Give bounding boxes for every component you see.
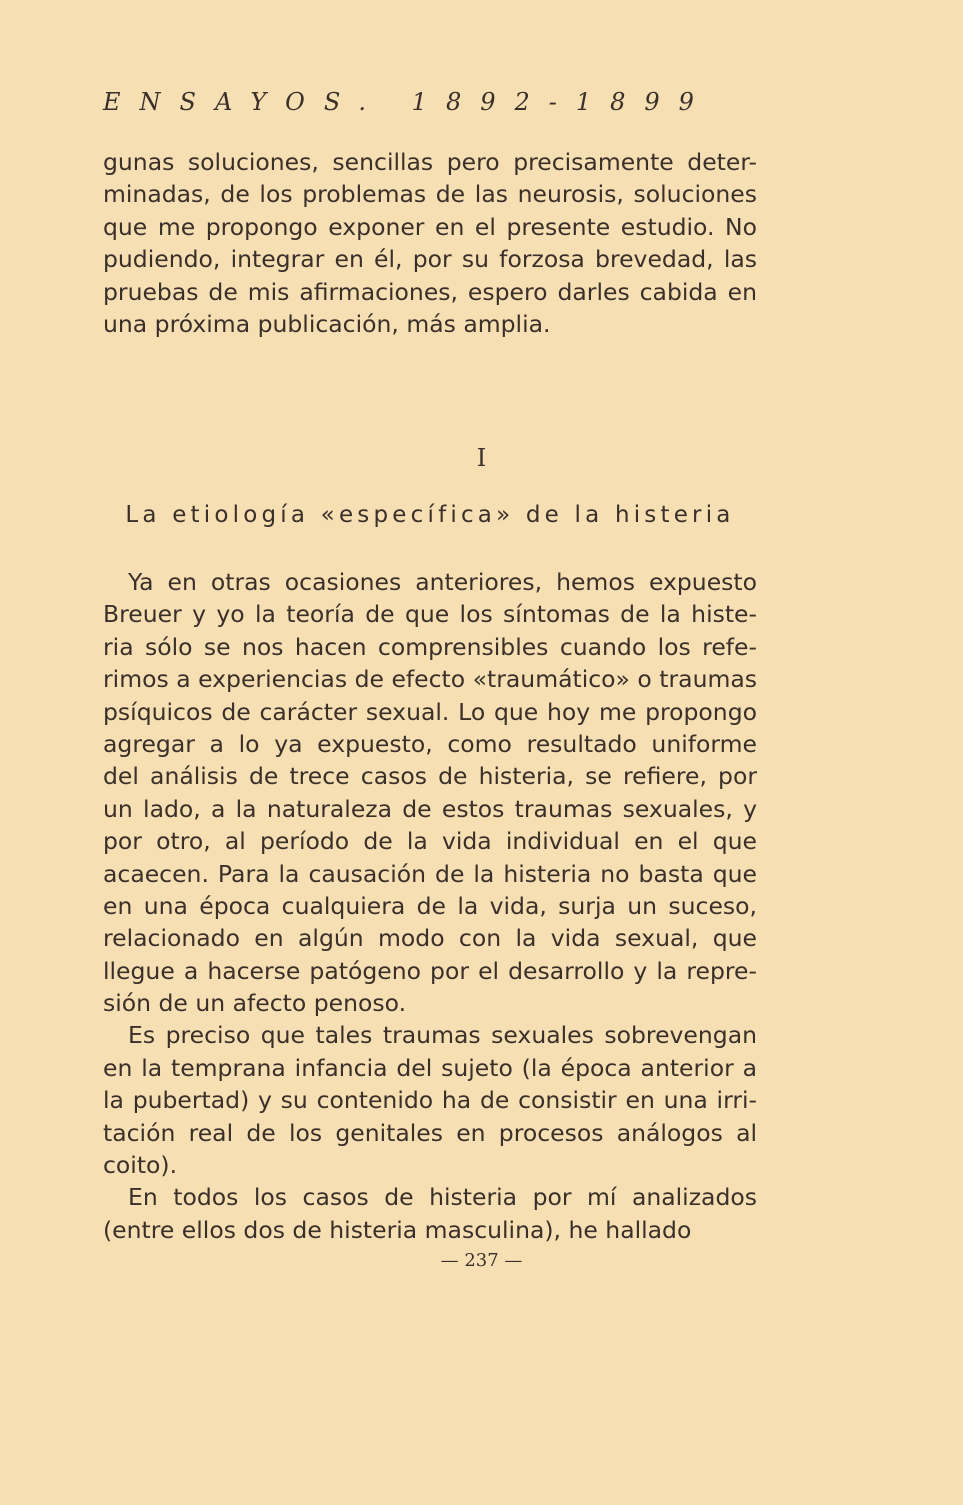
text-line: una próxima publicación, más amplia. — [103, 309, 551, 338]
text-line: tación real de los genitales en procesos análogos al — [103, 1118, 757, 1147]
text-line: ria sólo se nos hacen comprensibles cuando los refe- — [103, 632, 757, 661]
text-line: gunas soluciones, sencillas pero precisamente deter- — [103, 148, 757, 176]
text-line: la pubertad) y su contenido ha de consistir en una irri- — [103, 1086, 757, 1115]
text-line: en la temprana infancia del sujeto (la época anterior a — [103, 1053, 757, 1082]
text-line: por otro, al período de la vida individual en el que — [103, 827, 757, 856]
text-line: pruebas de mis afirmaciones, espero darles cabida en — [103, 277, 757, 306]
text-line: llegue a hacerse patógeno por el desarrollo y la repre- — [103, 956, 757, 985]
text-line: que me propongo exponer en el presente estudio. No — [103, 212, 757, 241]
text-line: sión de un afecto penoso. — [103, 989, 407, 1018]
text-line: relacionado en algún modo con la vida sexual, que — [103, 924, 757, 953]
section-title: La etiología «específica» de la histeria — [125, 502, 735, 528]
intro-paragraph — [103, 146, 757, 340]
text-line: Breuer y yo la teoría de que los síntomas de la histe- — [103, 600, 757, 629]
text-line: psíquicos de carácter sexual. Lo que hoy me propongo — [103, 697, 757, 726]
text-line: En todos los casos de histeria por mí analizados — [128, 1183, 757, 1212]
text-line: Es preciso que tales traumas sexuales sobrevengan — [128, 1021, 757, 1050]
text-line: pudiendo, integrar en él, por su forzosa brevedad, las — [103, 245, 757, 274]
text-line: minadas, de los problemas de las neurosis, soluciones — [103, 180, 757, 209]
body-text — [103, 566, 757, 1246]
text-line: rimos a experiencias de efecto «traumático» o traumas — [103, 665, 757, 694]
text-line: en una época cualquiera de la vida, surja un suceso, — [103, 891, 757, 920]
text-line: agregar a lo ya expuesto, como resultado uniforme — [103, 729, 757, 758]
text-line: un lado, a la naturaleza de estos traumas sexuales, y — [103, 794, 757, 823]
running-header: ENSAYOS. 1892-1899 — [103, 88, 713, 116]
text-line: (entre ellos dos de histeria masculina), he hallado — [103, 1215, 692, 1244]
text-line: coito). — [103, 1151, 178, 1180]
page-number: — 237 — — [440, 1250, 523, 1271]
text-line: acaecen. Para la causación de la histeria no basta que — [103, 859, 757, 888]
section-number: I — [476, 444, 487, 472]
text-line: Ya en otras ocasiones anteriores, hemos expuesto — [128, 568, 757, 596]
text-line: del análisis de trece casos de histeria, se refiere, por — [103, 762, 757, 791]
